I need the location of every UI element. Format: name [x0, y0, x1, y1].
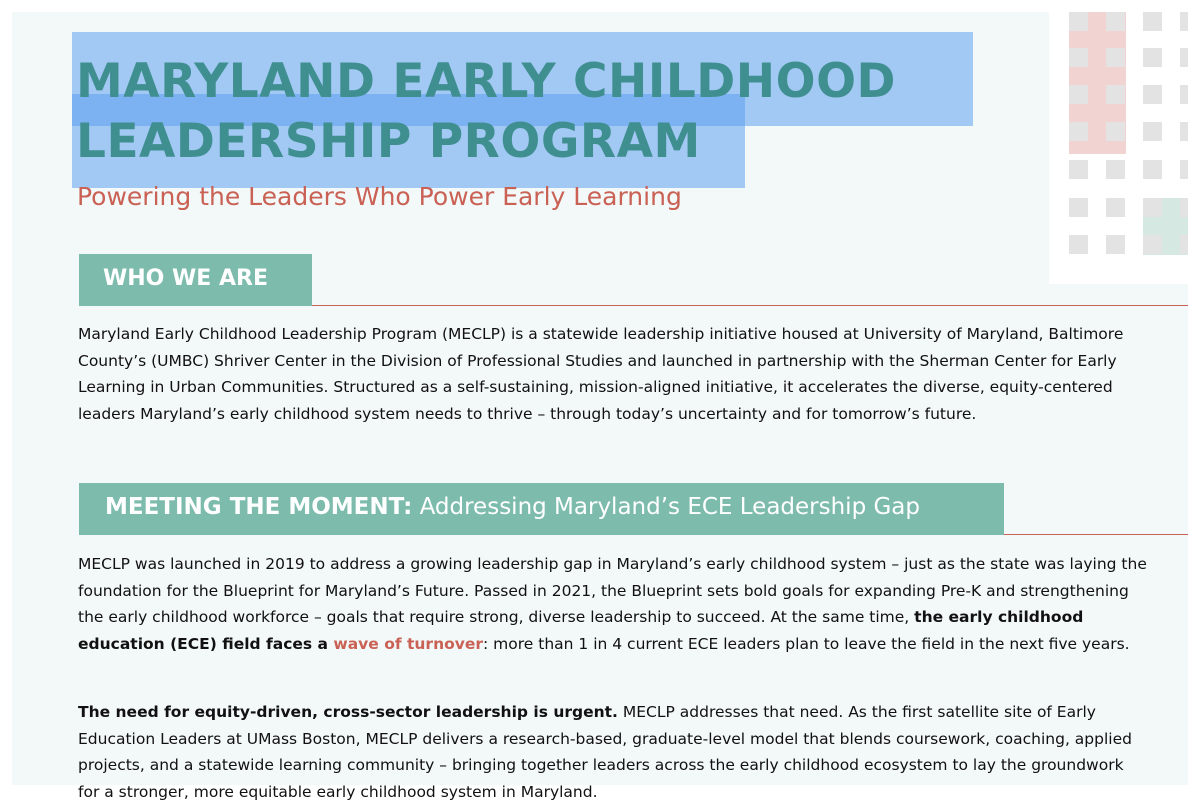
section-divider [1004, 534, 1188, 535]
section-heading-meeting-the-moment [79, 483, 1004, 535]
wave-of-turnover-link[interactable]: wave of turnover [333, 634, 484, 653]
page-title-line1: MARYLAND EARLY CHILDHOOD [76, 54, 897, 109]
page-title [76, 52, 896, 172]
meeting-moment-paragraph-1 [78, 551, 1148, 657]
section-heading-rest: Addressing Maryland’s ECE Leadership Gap [419, 494, 920, 520]
section-heading-text: WHO WE ARE [103, 266, 268, 291]
paragraph-text: MECLP was launched in 2019 to address a growing leadership gap in Maryland’s early childhood system – just as the state was laying the foundation for the Blueprint for Maryland’s Future. Passed in 2021, the Blueprint sets bold goals for expanding Pre-K and strengthening the early childhood workforce – goals that require strong, diverse leadership to succeed. At the same time, [78, 555, 1147, 626]
decorative-grid [1049, 12, 1188, 284]
paragraph-bold-text: The need for equity-driven, cross-sector leadership is urgent. [78, 703, 618, 721]
section-divider [312, 305, 1188, 306]
meeting-moment-paragraph-2 [78, 699, 1148, 805]
section-heading-bold: MEETING THE MOMENT: [105, 494, 413, 520]
who-we-are-paragraph: Maryland Early Childhood Leadership Program (MECLP) is a statewide leadership initiative housed at University of Maryland, Baltimore County’s (UMBC) Shriver Center in the Division of Professional Studies and launched in partnership with the Sherman Center for Early Learning in Urban Communities. Structured as a self-sustaining, mission-aligned initiative, it accelerates the diverse, equity-centered leaders Maryland’s early childhood system needs to thrive – through today’s uncertainty and for tomorrow’s future. [78, 325, 1124, 423]
paragraph-text: : more than 1 in 4 current ECE leaders plan to leave the field in the next five years. [483, 634, 1130, 653]
section-heading-who-we-are [79, 254, 312, 306]
paragraph-bold-text: the early childhood education (ECE) field faces a [78, 608, 1084, 653]
page-title-line2: LEADERSHIP PROGRAM [76, 114, 701, 169]
page-subtitle: Powering the Leaders Who Power Early Learning [77, 182, 682, 211]
paragraph-text: MECLP addresses that need. As the first satellite site of Early Education Leaders at UMass Boston, MECLP delivers a research-based, graduate-level model that blends coursework, coaching, applied projects, and a statewide learning community – bringing together leaders across the early childhood ecosystem to lay the groundwork for a stronger, more equitable early childhood system in Maryland. [78, 703, 1132, 801]
